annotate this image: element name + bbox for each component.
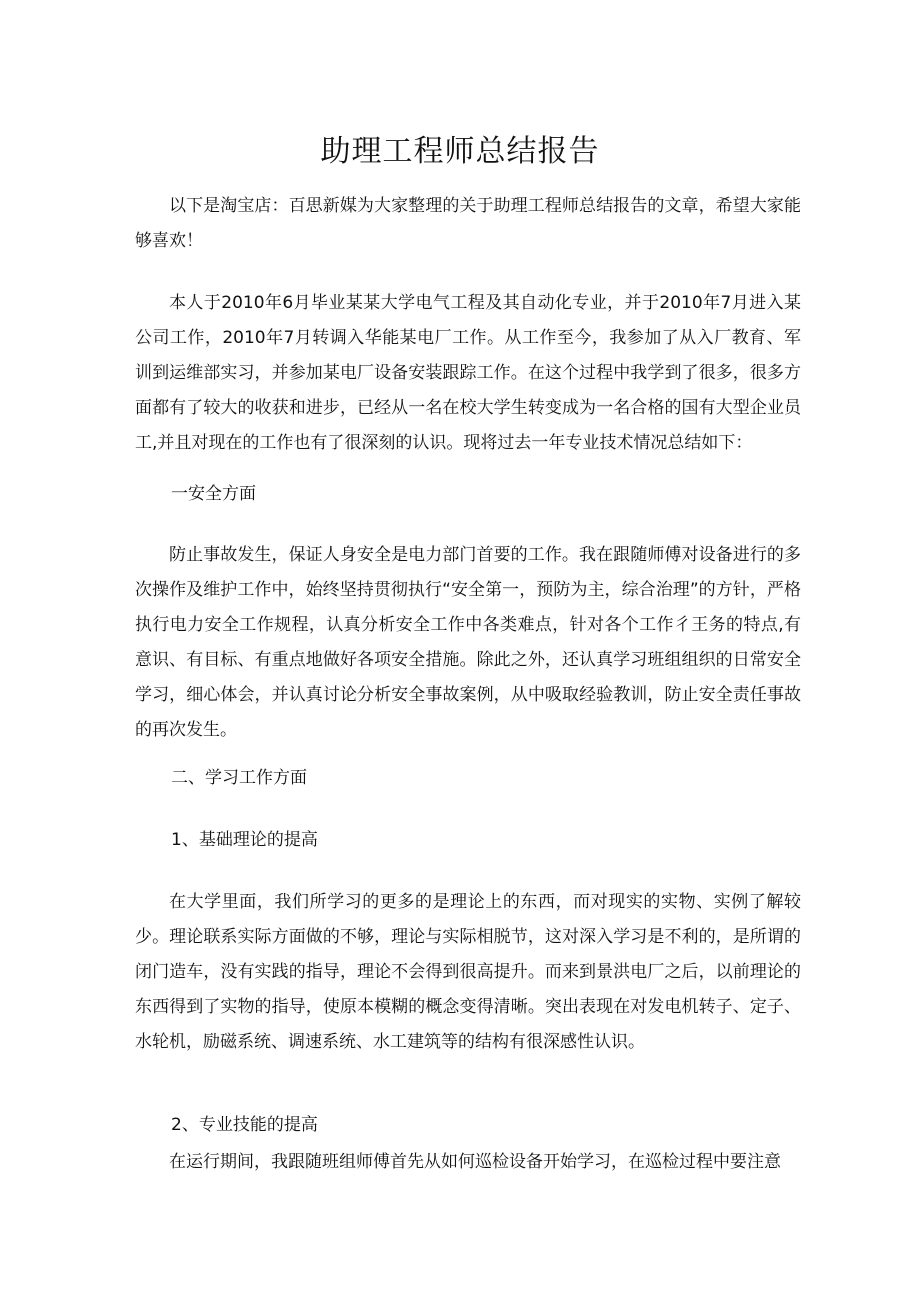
paragraph-background: 本人于2010年6月毕业某某大学电气工程及其自动化专业，并于2010年7月进入某公司工作，2010年7月转调入华能某电厂工作。从工作至今，我参加了从入厂教育、军训到运维部实习，并参加某电厂设备安装跟踪工作。在这个过程中我学到了很多，很多方面都有了较大的收获和进步，已经从一名在校大学生转变成为一名合格的国有大型企业员工,并且对现在的工作也有了很深刻的认识。现将过去一年专业技术情况总结如下：: [135, 293, 801, 453]
section-heading-study-work: 二、学习工作方面: [171, 768, 307, 788]
intro-paragraph: 以下是淘宝店：百思新媒为大家整理的关于助理工程师总结报告的文章，希望大家能够喜欢！: [135, 196, 801, 251]
subsection-heading-theory: 1、基础理论的提高: [171, 830, 318, 850]
section-heading-safety: 一安全方面: [171, 484, 256, 504]
paragraph-theory: 在大学里面，我们所学习的更多的是理论上的东西，而对现实的实物、实例了解较少。理论联系实际方面做的不够，理论与实际相脱节，这对深入学习是不利的，是所谓的闭门造车，没有实践的指导，理论不会得到很高提升。而来到景洪电厂之后，以前理论的东西得到了实物的指导，使原本模糊的概念变得清晰。突出表现在对发电机转子、定子、水轮机，励磁系统、调速系统、水工建筑等的结构有很深感性认识。: [135, 892, 801, 1052]
document-title: 助理工程师总结报告: [320, 134, 600, 169]
paragraph-skills: 在运行期间，我跟随班组师傅首先从如何巡检设备开始学习，在巡检过程中要注意: [169, 1152, 781, 1172]
paragraph-safety: 防止事故发生，保证人身安全是电力部门首要的工作。我在跟随师傅对设备进行的多次操作及维护工作中，始终坚持贯彻执行“安全第一，预防为主，综合治理”的方针，严格执行电力安全工作规程，认真分析安全工作中各类难点，针对各个工作彳王务的特点,有意识、有目标、有重点地做好各项安全措施。除此之外，还认真学习班组组织的日常安全学习，细心体会，并认真讨论分析安全事故案例，从中吸取经验教训，防止安全责任事故的再次发生。: [135, 545, 801, 740]
subsection-heading-skills: 2、专业技能的提高: [171, 1115, 318, 1135]
